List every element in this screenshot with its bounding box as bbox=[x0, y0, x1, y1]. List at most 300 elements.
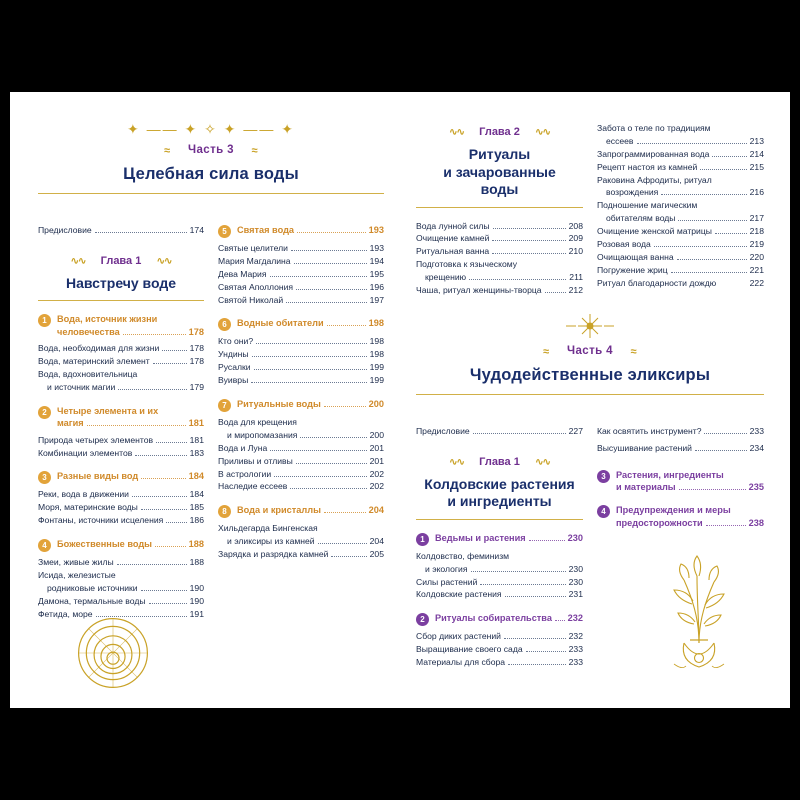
entry-text: Предисловие bbox=[38, 225, 92, 235]
list-item bbox=[597, 161, 764, 174]
chapter-header-3 bbox=[416, 452, 583, 520]
entry-page: 186 bbox=[189, 515, 204, 526]
entry-text: Колдовские растения bbox=[416, 589, 502, 600]
section-page: 184 bbox=[188, 471, 204, 482]
right-page-column-1 bbox=[416, 122, 583, 297]
section-2 bbox=[38, 405, 204, 460]
chapter-label: ∿∿ Глава 1 ∿∿ bbox=[449, 456, 550, 468]
list-item bbox=[38, 582, 204, 595]
leader-dots bbox=[529, 540, 565, 541]
list-item bbox=[218, 442, 384, 455]
section-page: 235 bbox=[748, 482, 764, 493]
entry-page: 220 bbox=[749, 251, 764, 262]
list-item bbox=[38, 569, 204, 582]
section-head bbox=[218, 504, 384, 518]
section-7 bbox=[218, 398, 384, 493]
entry-page: 200 bbox=[369, 429, 384, 440]
section-title-line: Водные обитатели bbox=[237, 318, 324, 329]
entry-page: 179 bbox=[189, 381, 204, 392]
leader-dots bbox=[123, 334, 186, 335]
entry-page: 202 bbox=[369, 468, 384, 479]
section-title bbox=[57, 470, 204, 482]
leader-dots bbox=[473, 433, 566, 434]
section-title bbox=[435, 532, 583, 544]
leader-dots bbox=[256, 343, 367, 344]
entry-page: 233 bbox=[568, 657, 583, 668]
list-item bbox=[416, 220, 583, 233]
entry-text: Наследие ессеев bbox=[218, 481, 288, 492]
entry-text: Святой Николай bbox=[218, 294, 284, 305]
leader-dots bbox=[715, 233, 747, 234]
sunburst-ornament-icon bbox=[562, 311, 618, 341]
entry-text: ессеев bbox=[606, 135, 634, 146]
list-item bbox=[416, 245, 583, 258]
left-page-columns bbox=[38, 210, 384, 621]
entry-text: Запрограммированная вода bbox=[597, 148, 710, 159]
leader-dots bbox=[480, 584, 565, 585]
entry-text: Очищающая ванна bbox=[597, 251, 674, 262]
section-title-line: Святая вода bbox=[237, 225, 295, 235]
entry-page: 234 bbox=[749, 442, 764, 453]
entry-page: 211 bbox=[569, 272, 583, 283]
divider-rule bbox=[38, 300, 204, 301]
entry-page: 201 bbox=[369, 442, 384, 453]
entry-page: 198 bbox=[369, 336, 384, 347]
leader-dots bbox=[324, 406, 366, 407]
leader-dots bbox=[526, 651, 566, 652]
leader-dots bbox=[296, 289, 367, 290]
leader-dots bbox=[296, 463, 367, 464]
section-title-line: предосторожности bbox=[616, 517, 703, 528]
chapter-title bbox=[416, 146, 583, 199]
list-item bbox=[38, 556, 204, 569]
section-page: 188 bbox=[188, 539, 204, 550]
section-8 bbox=[218, 504, 384, 561]
ornament-star-top: ✦ —— ✦ ✧ ✦ —— ✦ bbox=[127, 121, 295, 137]
entry-text: Святые целители bbox=[218, 243, 288, 253]
section-title-line: Четыре элемента и их bbox=[57, 405, 159, 416]
leader-dots bbox=[155, 546, 186, 547]
section-title bbox=[237, 224, 384, 236]
list-item bbox=[416, 630, 583, 643]
divider-rule bbox=[38, 193, 384, 194]
section-number: 5 bbox=[218, 225, 231, 238]
leader-dots bbox=[505, 596, 566, 597]
list-item bbox=[597, 212, 764, 225]
entry-page: 205 bbox=[369, 549, 384, 560]
leader-dots bbox=[141, 509, 187, 510]
entry-page: 230 bbox=[568, 576, 583, 587]
entry-page: 185 bbox=[189, 502, 204, 513]
entry-page: 195 bbox=[369, 268, 384, 279]
section-title bbox=[616, 469, 764, 494]
left-page-column-1 bbox=[38, 210, 204, 621]
leader-dots bbox=[555, 620, 565, 621]
chapter-title-line: и ингредиенты bbox=[447, 493, 552, 510]
entry-text: крещению bbox=[425, 272, 467, 283]
section-5 bbox=[218, 224, 384, 306]
section-title-line: и материалы bbox=[616, 482, 676, 493]
entry-text: и экология bbox=[425, 563, 468, 574]
list-item bbox=[218, 416, 384, 429]
section-title-line: человечества bbox=[57, 326, 120, 337]
leader-dots bbox=[270, 450, 366, 451]
leader-dots bbox=[508, 664, 566, 665]
right-page-column-2 bbox=[597, 122, 764, 297]
section-page: 204 bbox=[368, 505, 384, 516]
list-item bbox=[597, 122, 764, 135]
section-page: 181 bbox=[188, 418, 204, 429]
list-item bbox=[416, 232, 583, 245]
section-title bbox=[237, 317, 384, 329]
entry-text: обитателям воды bbox=[606, 213, 676, 224]
list-item bbox=[597, 238, 764, 251]
section-head bbox=[416, 612, 583, 626]
entry-text: Ритуал благодарности дождю bbox=[597, 277, 717, 288]
entry-text: и эликсиры из камней bbox=[227, 536, 315, 547]
entry-text: Фетида, море bbox=[38, 608, 93, 619]
entry-page: 193 bbox=[369, 243, 384, 253]
entry-page: 198 bbox=[369, 349, 384, 360]
chapter-title bbox=[416, 476, 583, 511]
leader-dots bbox=[712, 156, 746, 157]
leader-dots bbox=[471, 571, 566, 572]
section-title bbox=[57, 313, 204, 338]
book-spread bbox=[10, 92, 790, 708]
leader-dots bbox=[318, 543, 367, 544]
leader-dots bbox=[87, 425, 186, 426]
entry-text: Забота о теле по традициям bbox=[597, 123, 711, 133]
entry-page: 214 bbox=[749, 148, 764, 159]
leader-dots bbox=[290, 488, 366, 489]
list-item bbox=[416, 563, 583, 576]
section-6 bbox=[218, 317, 384, 387]
part-label: ≈ Часть 3 ≈ bbox=[162, 144, 260, 156]
entry-text: Раковина Афродиты, ритуал bbox=[597, 174, 712, 185]
entry-text: Подготовка к языческому bbox=[416, 259, 518, 270]
leader-dots bbox=[492, 253, 566, 254]
section-title bbox=[237, 504, 384, 516]
list-item bbox=[218, 548, 384, 561]
entry-page: 217 bbox=[749, 213, 764, 224]
section-head bbox=[416, 532, 583, 546]
leader-dots bbox=[706, 525, 746, 526]
list-item bbox=[416, 656, 583, 669]
list-item bbox=[597, 277, 764, 290]
leader-dots bbox=[469, 279, 566, 280]
section-head bbox=[38, 313, 204, 338]
leader-dots bbox=[132, 496, 187, 497]
leader-dots bbox=[671, 272, 747, 273]
entry-page: 208 bbox=[568, 220, 583, 231]
section-head bbox=[218, 317, 384, 331]
entry-page: 204 bbox=[369, 536, 384, 547]
list-item bbox=[416, 550, 583, 563]
section-number: 7 bbox=[218, 399, 231, 412]
list-item bbox=[218, 468, 384, 481]
leader-dots bbox=[504, 638, 566, 639]
list-item bbox=[597, 174, 764, 187]
entry-page: 213 bbox=[749, 135, 764, 146]
section-page: 238 bbox=[748, 517, 764, 528]
section-head bbox=[38, 470, 204, 484]
list-item bbox=[218, 242, 384, 255]
section-page: 198 bbox=[368, 318, 384, 329]
section-title-line: Вода, источник жизни bbox=[57, 314, 158, 325]
list-item bbox=[416, 643, 583, 656]
entry-page: 197 bbox=[369, 294, 384, 305]
section-head bbox=[597, 469, 764, 494]
preface-entry bbox=[38, 224, 204, 237]
part-title: Целебная сила воды bbox=[123, 165, 299, 183]
entry-text: Змеи, живые жилы bbox=[38, 557, 114, 568]
section-title-line: Ритуальные воды bbox=[237, 399, 321, 410]
entry-text: Сбор диких растений bbox=[416, 631, 501, 642]
entry-text: Кто они? bbox=[218, 336, 254, 347]
chapter-title-line: Ритуалы bbox=[468, 146, 531, 162]
leader-dots bbox=[270, 276, 367, 277]
leader-dots bbox=[286, 302, 366, 303]
entry-text: Материалы для сбора bbox=[416, 657, 506, 668]
leader-dots bbox=[162, 350, 186, 351]
leader-dots bbox=[274, 476, 367, 477]
entry-text: Вода и Луна bbox=[218, 442, 268, 453]
list-item bbox=[218, 335, 384, 348]
entry-page: 202 bbox=[369, 481, 384, 492]
section-p4-2 bbox=[416, 612, 583, 669]
section-p4-3 bbox=[597, 469, 764, 494]
right-page-columns bbox=[416, 122, 764, 297]
leader-dots bbox=[135, 455, 186, 456]
entry-page: 191 bbox=[189, 608, 204, 619]
entry-page: 227 bbox=[568, 425, 583, 436]
entry-page: 230 bbox=[568, 563, 583, 574]
list-item bbox=[38, 342, 204, 355]
section-page: 232 bbox=[567, 613, 583, 624]
list-item bbox=[416, 258, 583, 271]
list-item bbox=[38, 368, 204, 381]
leader-dots bbox=[695, 450, 747, 451]
entry-page: 216 bbox=[749, 187, 764, 198]
section-title-line: Предупреждения и меры bbox=[616, 505, 731, 516]
entry-text: Реки, вода в движении bbox=[38, 489, 129, 500]
entry-page: 184 bbox=[189, 489, 204, 500]
leader-dots bbox=[117, 564, 187, 565]
entry-text: Святая Аполлония bbox=[218, 281, 294, 292]
leader-dots bbox=[331, 556, 366, 557]
leader-dots bbox=[678, 220, 746, 221]
section-p4-1 bbox=[416, 532, 583, 602]
section-title-line: Вода и кристаллы bbox=[237, 505, 321, 516]
list-item bbox=[218, 535, 384, 548]
entry-text: Ундины bbox=[218, 349, 249, 360]
leader-dots bbox=[149, 603, 187, 604]
entry-text: Мария Магдалина bbox=[218, 255, 291, 266]
entry-text: Высушивание растений bbox=[597, 442, 692, 453]
list-item bbox=[597, 199, 764, 212]
leader-dots bbox=[95, 232, 187, 233]
entry-text: Колдовство, феминизм bbox=[416, 550, 510, 561]
divider-rule bbox=[416, 519, 583, 520]
entry-text: Вуивры bbox=[218, 375, 249, 386]
entry-page: 209 bbox=[568, 233, 583, 244]
list-item bbox=[218, 281, 384, 294]
leader-dots bbox=[291, 250, 367, 251]
entry-text: Предисловие bbox=[416, 425, 470, 436]
section-page: 230 bbox=[567, 532, 583, 543]
leader-dots bbox=[654, 246, 747, 247]
chapter-label: ∿∿ Глава 2 ∿∿ bbox=[449, 126, 550, 138]
section-number: 1 bbox=[416, 533, 429, 546]
section-page: 193 bbox=[368, 225, 384, 235]
left-page bbox=[10, 92, 400, 708]
section-title bbox=[57, 405, 204, 430]
section-number: 8 bbox=[218, 505, 231, 518]
leader-dots bbox=[118, 389, 186, 390]
divider-rule bbox=[416, 394, 764, 395]
entry-text: и источник магии bbox=[47, 381, 116, 392]
list-item bbox=[416, 271, 583, 284]
list-item bbox=[597, 264, 764, 277]
entry-text: Чаша, ритуал женщины-творца bbox=[416, 284, 542, 295]
entry-text: Как освятить инструмент? bbox=[597, 425, 702, 436]
leader-dots bbox=[156, 442, 187, 443]
section-number: 6 bbox=[218, 318, 231, 331]
list-item bbox=[597, 425, 764, 438]
entry-page: 181 bbox=[189, 434, 204, 445]
leader-dots bbox=[141, 478, 185, 479]
list-item bbox=[38, 447, 204, 460]
section-number: 2 bbox=[38, 406, 51, 419]
entry-text: Моря, материнские воды bbox=[38, 502, 138, 513]
entry-page: 178 bbox=[189, 356, 204, 367]
entry-text: родниковые источники bbox=[47, 582, 138, 593]
chapter-title-line: воды bbox=[480, 181, 519, 197]
list-item bbox=[416, 576, 583, 589]
entry-text: возрождения bbox=[606, 187, 659, 198]
list-item bbox=[38, 595, 204, 608]
leader-dots bbox=[300, 437, 366, 438]
list-item bbox=[38, 381, 204, 394]
leader-dots bbox=[545, 292, 566, 293]
section-title bbox=[435, 612, 583, 624]
chapter-label: ∿∿ Глава 1 ∿∿ bbox=[71, 255, 172, 267]
section-title-line: Растения, ингредиенты bbox=[616, 469, 724, 480]
list-item bbox=[218, 374, 384, 387]
left-page-column-2 bbox=[218, 210, 384, 621]
chapter-header-1 bbox=[38, 251, 204, 302]
entry-page: 178 bbox=[189, 343, 204, 354]
list-item bbox=[38, 514, 204, 527]
list-item bbox=[38, 501, 204, 514]
preface-entry bbox=[416, 425, 583, 438]
section-number: 3 bbox=[38, 471, 51, 484]
entry-text: Дамона, термальные воды bbox=[38, 595, 146, 606]
entry-text: и миропомазания bbox=[227, 429, 298, 440]
entry-text: Зарядка и разрядка камней bbox=[218, 549, 329, 560]
leader-dots bbox=[677, 259, 747, 260]
list-item bbox=[597, 135, 764, 148]
section-title bbox=[57, 538, 204, 550]
list-item bbox=[416, 284, 583, 297]
leader-dots bbox=[254, 369, 367, 370]
entry-page: 194 bbox=[369, 255, 384, 266]
section-3 bbox=[38, 470, 204, 527]
entry-text: Природа четырех элементов bbox=[38, 434, 154, 445]
right-page bbox=[400, 92, 790, 708]
entry-text: В астрологии bbox=[218, 468, 272, 479]
section-p4-4 bbox=[597, 504, 764, 529]
entry-text: Фонтаны, источники исцеления bbox=[38, 515, 164, 526]
list-item bbox=[218, 522, 384, 535]
entry-page: 222 bbox=[749, 277, 764, 288]
chapter-header-2 bbox=[416, 122, 583, 208]
leader-dots bbox=[294, 263, 367, 264]
section-number: 1 bbox=[38, 314, 51, 327]
entry-page: 199 bbox=[369, 362, 384, 373]
leader-dots bbox=[493, 228, 566, 229]
chapter-title-line: и зачарованные bbox=[443, 163, 556, 180]
chapter-title-line: Колдовские растения bbox=[424, 475, 575, 492]
entry-text: Приливы и отливы bbox=[218, 455, 293, 466]
entry-text: Хильдегарда Бингенская bbox=[218, 523, 318, 534]
entry-text: Погружение жриц bbox=[597, 264, 668, 275]
entry-text: Розовая вода bbox=[597, 239, 651, 250]
entry-text: Исида, железистые bbox=[38, 569, 116, 580]
entry-page: 231 bbox=[568, 589, 583, 600]
entry-page: 233 bbox=[749, 425, 764, 436]
list-item bbox=[218, 268, 384, 281]
list-item bbox=[218, 348, 384, 361]
leader-dots bbox=[297, 232, 366, 233]
list-item bbox=[416, 588, 583, 601]
entry-text: Вода для крещения bbox=[218, 417, 297, 428]
section-title bbox=[237, 398, 384, 410]
section-title-line: магия bbox=[57, 418, 84, 429]
entry-text: Дева Мария bbox=[218, 268, 267, 279]
entry-page: 210 bbox=[568, 246, 583, 257]
section-number: 4 bbox=[38, 539, 51, 552]
entry-page: 190 bbox=[189, 582, 204, 593]
leader-dots bbox=[251, 382, 366, 383]
entry-text: Подношение магическим bbox=[597, 200, 698, 211]
section-title-line: Разные виды вод bbox=[57, 471, 139, 482]
part-header-4 bbox=[416, 311, 764, 395]
section-title bbox=[616, 504, 764, 529]
entry-text: Комбинации элементов bbox=[38, 447, 133, 458]
entry-text: Очищение женской матрицы bbox=[597, 226, 712, 237]
section-number: 4 bbox=[597, 505, 610, 518]
leader-dots bbox=[700, 169, 746, 170]
list-item bbox=[218, 455, 384, 468]
section-page: 200 bbox=[368, 399, 384, 410]
list-item bbox=[38, 434, 204, 447]
leader-dots bbox=[324, 512, 366, 513]
leader-dots bbox=[637, 143, 747, 144]
section-title-line: Ведьмы и растения bbox=[435, 532, 526, 543]
section-title-line: Божественные воды bbox=[57, 539, 153, 550]
section-1 bbox=[38, 313, 204, 393]
leader-dots bbox=[166, 522, 186, 523]
entry-text: Очищение камней bbox=[416, 233, 490, 244]
section-head bbox=[38, 538, 204, 552]
entry-page: 174 bbox=[189, 225, 204, 235]
entry-page: 233 bbox=[568, 644, 583, 655]
entry-text: Выращивание своего сада bbox=[416, 644, 523, 655]
list-item bbox=[597, 442, 764, 455]
list-item bbox=[38, 488, 204, 501]
section-head bbox=[597, 504, 764, 529]
